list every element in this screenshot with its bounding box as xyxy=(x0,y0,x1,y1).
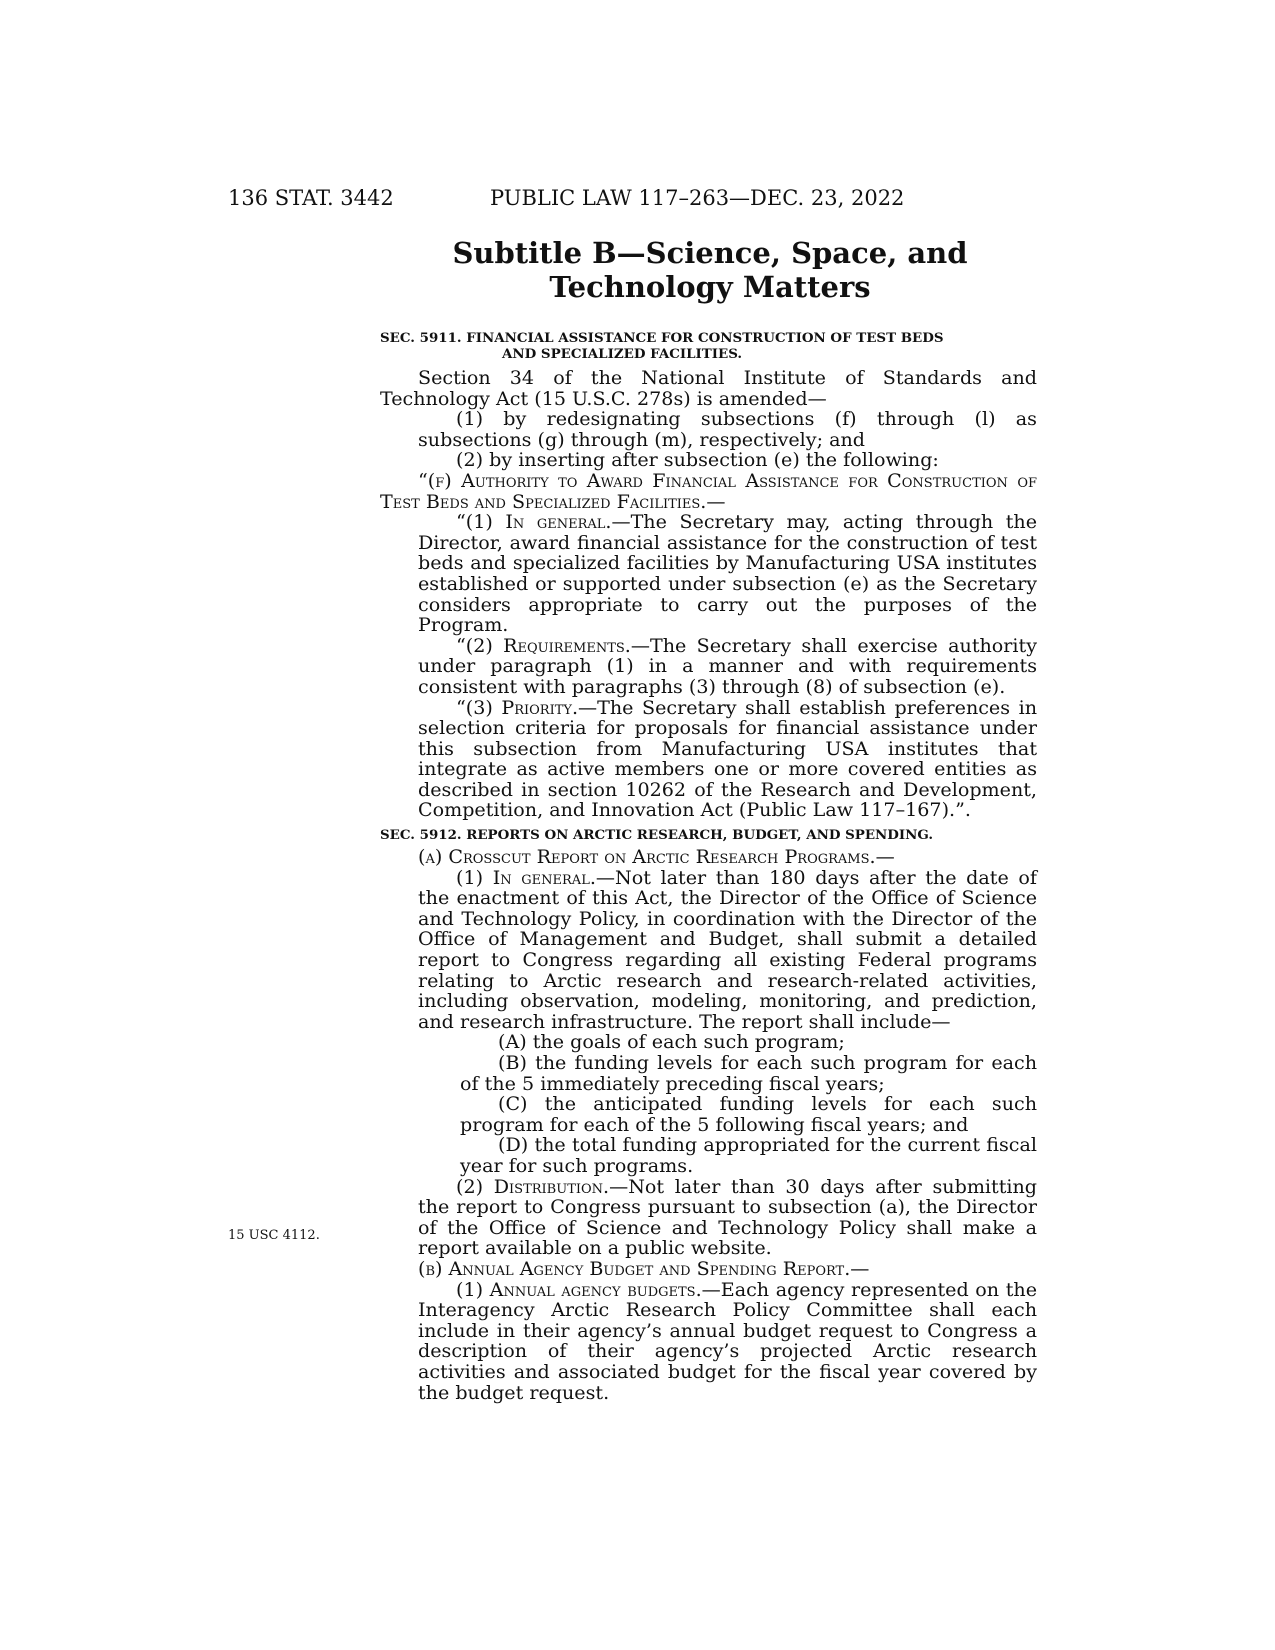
paragraph-f-2 xyxy=(380,633,1037,698)
section-5911-heading-line-1: SEC. 5911. FINANCIAL ASSISTANCE FOR CONSTRUCTION OF TEST BEDS xyxy=(380,330,944,346)
section-5912-heading: SEC. 5912. REPORTS ON ARCTIC RESEARCH, BUDGET, AND SPENDING. xyxy=(380,827,934,844)
subparagraph-a-D: (D) the total funding appropriated for the current fiscal year for such programs. xyxy=(460,1133,1037,1177)
paragraph-f-2-lead: “(2) Requirements. xyxy=(456,633,631,657)
paragraph-b-1 xyxy=(380,1277,1037,1404)
paragraph-a-2-lead: (2) Distribution. xyxy=(456,1174,610,1198)
paragraph-b-1-text: —Each agency represented on the Interagency Arctic Research Policy Committee shall each include in their agency’s annual budget request to Congress a description of their agency’s projected Arctic research activities and associated budget for the fiscal year covered by the budget request. xyxy=(418,1277,1037,1404)
running-header: PUBLIC LAW 117–263—DEC. 23, 2022 xyxy=(490,186,905,210)
margin-note-usc: 15 USC 4112. xyxy=(228,1228,320,1243)
paragraph-f-3-text: —The Secretary shall establish preferences in selection criteria for proposals for financial assistance under this subsection from Manufacturing USA institutes that integrate as active members one or more covered entities as described in section 10262 of the Research and Development, Competition, and Innovation Act (Public Law 117–167).”. xyxy=(418,695,1037,822)
paragraph-a-2 xyxy=(380,1174,1037,1260)
document-body xyxy=(380,330,1037,1403)
section-5911-item-2: (2) by inserting after subsection (e) the following: xyxy=(456,448,939,472)
subtitle-heading xyxy=(380,236,1040,304)
subparagraph-a-B: (B) the funding levels for each such program for each of the 5 immediately preceding fiscal years; xyxy=(460,1051,1037,1095)
paragraph-a-1-lead: (1) In general. xyxy=(456,865,596,889)
page-reference: 136 STAT. 3442 xyxy=(228,186,394,210)
paragraph-a-1 xyxy=(380,865,1037,1033)
paragraph-f-1-text: —The Secretary may, acting through the Director, award financial assistance for the construction of test beds and specialized facilities by Manufacturing USA institutes established or supported under subsection (e) as the Secretary considers appropriate to carry out the purposes of the Program. xyxy=(418,510,1038,637)
subtitle-line-1: Subtitle B—Science, Space, and xyxy=(452,236,968,270)
paragraph-f-1-lead: “(1) In general. xyxy=(456,510,612,534)
paragraph-f-3-lead: “(3) Priority. xyxy=(456,695,579,719)
paragraph-f-1 xyxy=(380,512,1037,636)
paragraph-a-2-text: —Not later than 30 days after submitting the report to Congress pursuant to subsection (a), the Director of the Office of Science and Technology Policy shall make a report available on a public website. xyxy=(418,1174,1037,1260)
subparagraph-a-A: (A) the goals of each such program; xyxy=(498,1030,845,1054)
subtitle-line-2: Technology Matters xyxy=(549,270,871,304)
subsection-a-heading: (a) Crosscut Report on Arctic Research Programs.— xyxy=(418,845,895,869)
section-5911-heading xyxy=(380,330,1037,362)
section-5911-item-1: (1) by redesignating subsections (f) through (l) as subsections (g) through (m), respectively; and xyxy=(418,407,1037,451)
section-5911-heading-line-2: AND SPECIALIZED FACILITIES. xyxy=(502,346,743,362)
subparagraph-a-C: (C) the anticipated funding levels for each such program for each of the 5 following fiscal years; and xyxy=(460,1092,1037,1136)
paragraph-f-3 xyxy=(380,695,1037,822)
paragraph-f-2-text: —The Secretary shall exercise authority under paragraph (1) in a manner and with requirements consistent with paragraphs (3) through (8) of subsection (e). xyxy=(418,633,1037,698)
subsection-f-heading: “(f) Authority to Award Financial Assistance for Construction of Test Beds and Specialized Facilities.— xyxy=(380,468,1037,513)
section-5911-intro: Section 34 of the National Institute of Standards and Technology Act (15 U.S.C. 278s) is amended— xyxy=(380,366,1037,410)
paragraph-b-1-lead: (1) Annual agency budgets. xyxy=(456,1277,702,1301)
paragraph-a-1-text: —Not later than 180 days after the date of the enactment of this Act, the Director of the Office of Science and Technology Policy, in coordination with the Director of the Office of Management and Budget, shall submit a detailed report to Congress regarding all existing Federal programs relating to Arctic research and research-related activities, including observation, modeling, monitoring, and prediction, and research infrastructure. The report shall include— xyxy=(418,865,1037,1033)
subsection-b-heading: (b) Annual Agency Budget and Spending Report.— xyxy=(418,1256,870,1280)
